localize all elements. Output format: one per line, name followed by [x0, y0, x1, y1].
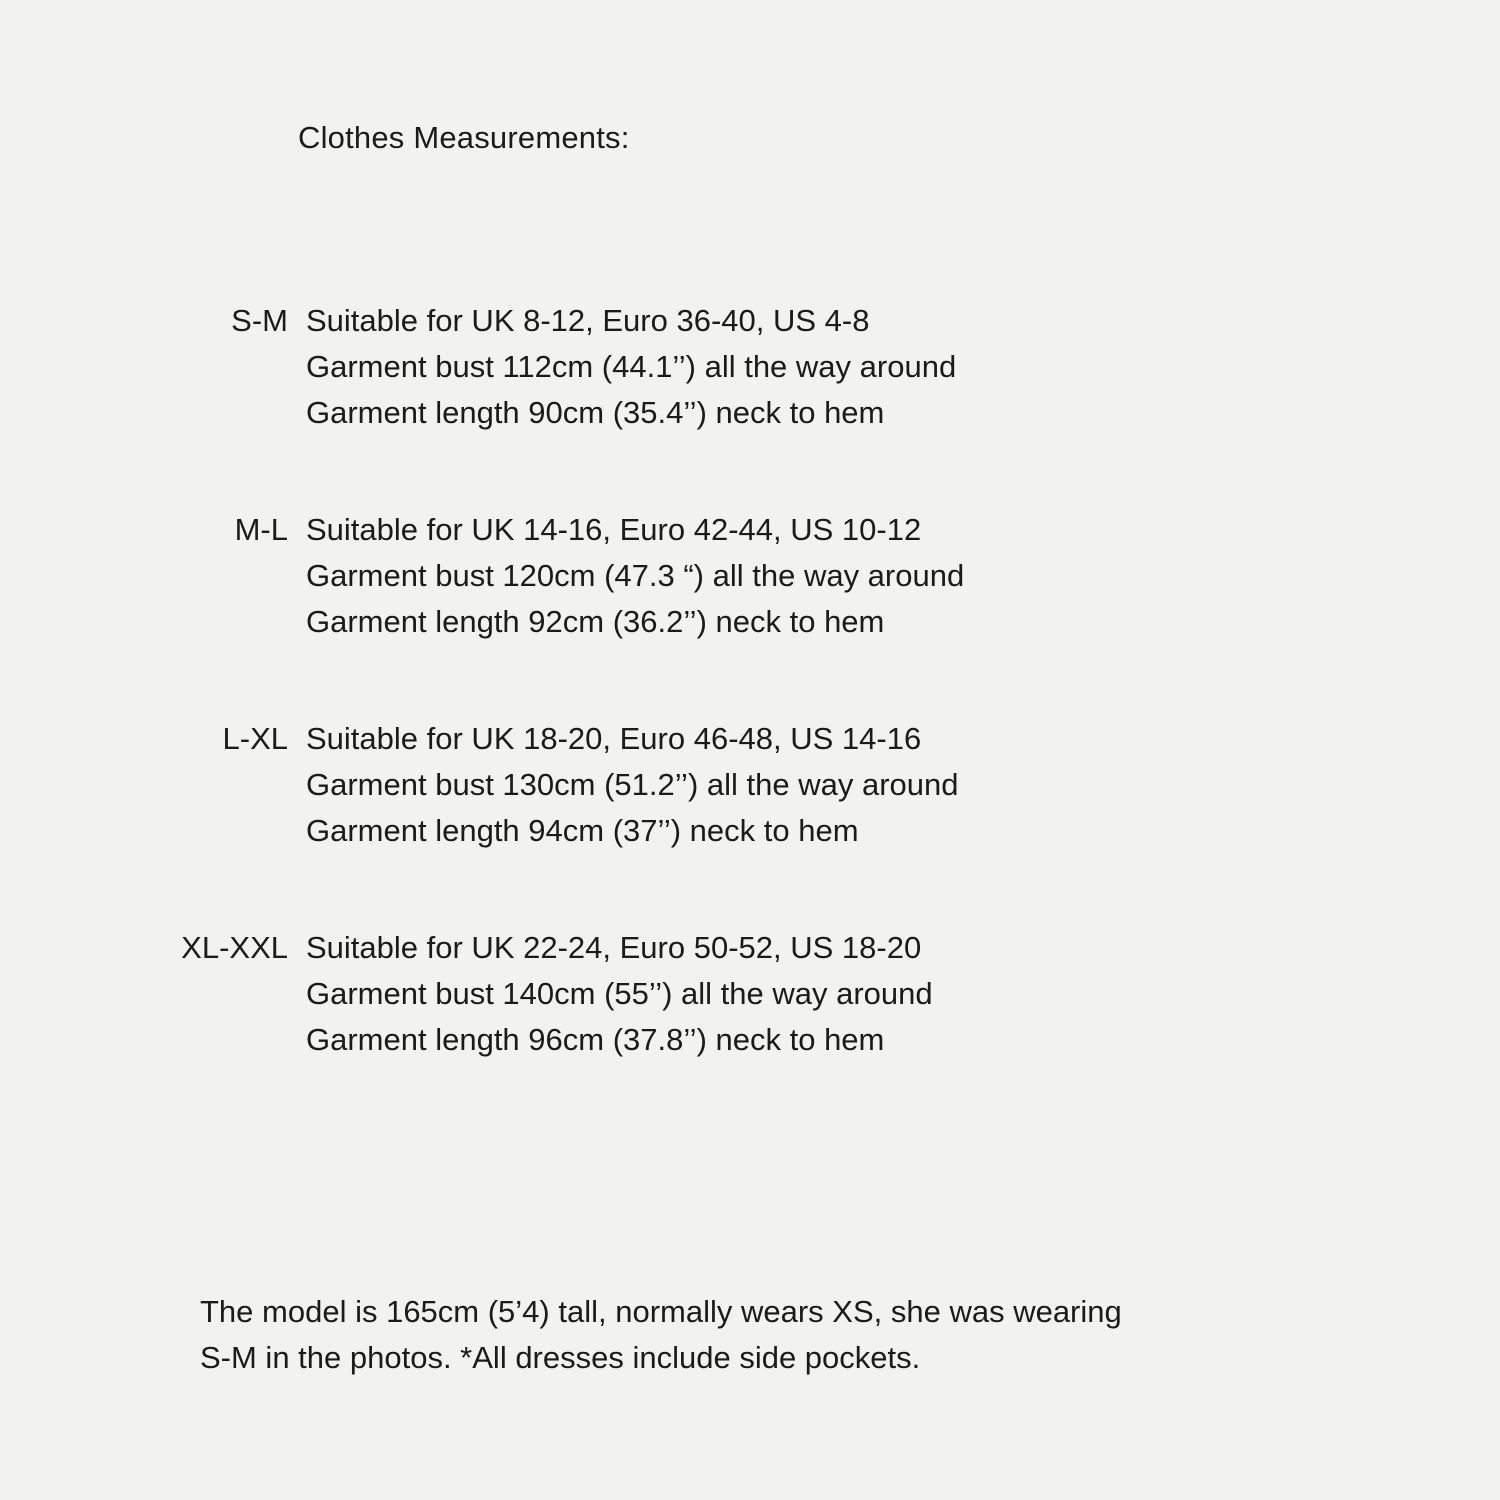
- size-bust-line: Garment bust 130cm (51.2’’) all the way around: [306, 767, 959, 802]
- size-block: [0, 298, 1500, 436]
- footnote-line-2: S-M in the photos. *All dresses include side pockets.: [200, 1340, 921, 1375]
- page-title: Clothes Measurements:: [298, 120, 630, 155]
- size-details: [306, 925, 933, 1063]
- size-length-line: Garment length 94cm (37’’) neck to hem: [306, 813, 859, 848]
- size-block: [0, 716, 1500, 854]
- size-block: [0, 925, 1500, 1063]
- footnote-line-1: The model is 165cm (5’4) tall, normally wears XS, she was wearing: [200, 1294, 1122, 1329]
- size-length-line: Garment length 96cm (37.8’’) neck to hem: [306, 1022, 885, 1057]
- model-footnote: [200, 1289, 1400, 1381]
- size-label: M-L: [234, 512, 288, 547]
- size-suitable-line: Suitable for UK 14-16, Euro 42-44, US 10-12: [306, 512, 922, 547]
- size-block: [0, 507, 1500, 645]
- size-list: [0, 298, 1500, 1134]
- size-suitable-line: Suitable for UK 18-20, Euro 46-48, US 14-16: [306, 721, 922, 756]
- size-bust-line: Garment bust 112cm (44.1’’) all the way around: [306, 349, 957, 384]
- size-suitable-line: Suitable for UK 22-24, Euro 50-52, US 18-20: [306, 930, 922, 965]
- size-label: S-M: [231, 303, 288, 338]
- size-details: [306, 507, 964, 645]
- size-details: [306, 298, 956, 436]
- size-suitable-line: Suitable for UK 8-12, Euro 36-40, US 4-8: [306, 303, 870, 338]
- size-details: [306, 716, 958, 854]
- size-length-line: Garment length 90cm (35.4’’) neck to hem: [306, 395, 885, 430]
- size-bust-line: Garment bust 140cm (55’’) all the way around: [306, 976, 933, 1011]
- size-label: XL-XXL: [181, 930, 288, 965]
- size-label: L-XL: [222, 721, 288, 756]
- size-length-line: Garment length 92cm (36.2’’) neck to hem: [306, 604, 885, 639]
- size-bust-line: Garment bust 120cm (47.3 “) all the way around: [306, 558, 965, 593]
